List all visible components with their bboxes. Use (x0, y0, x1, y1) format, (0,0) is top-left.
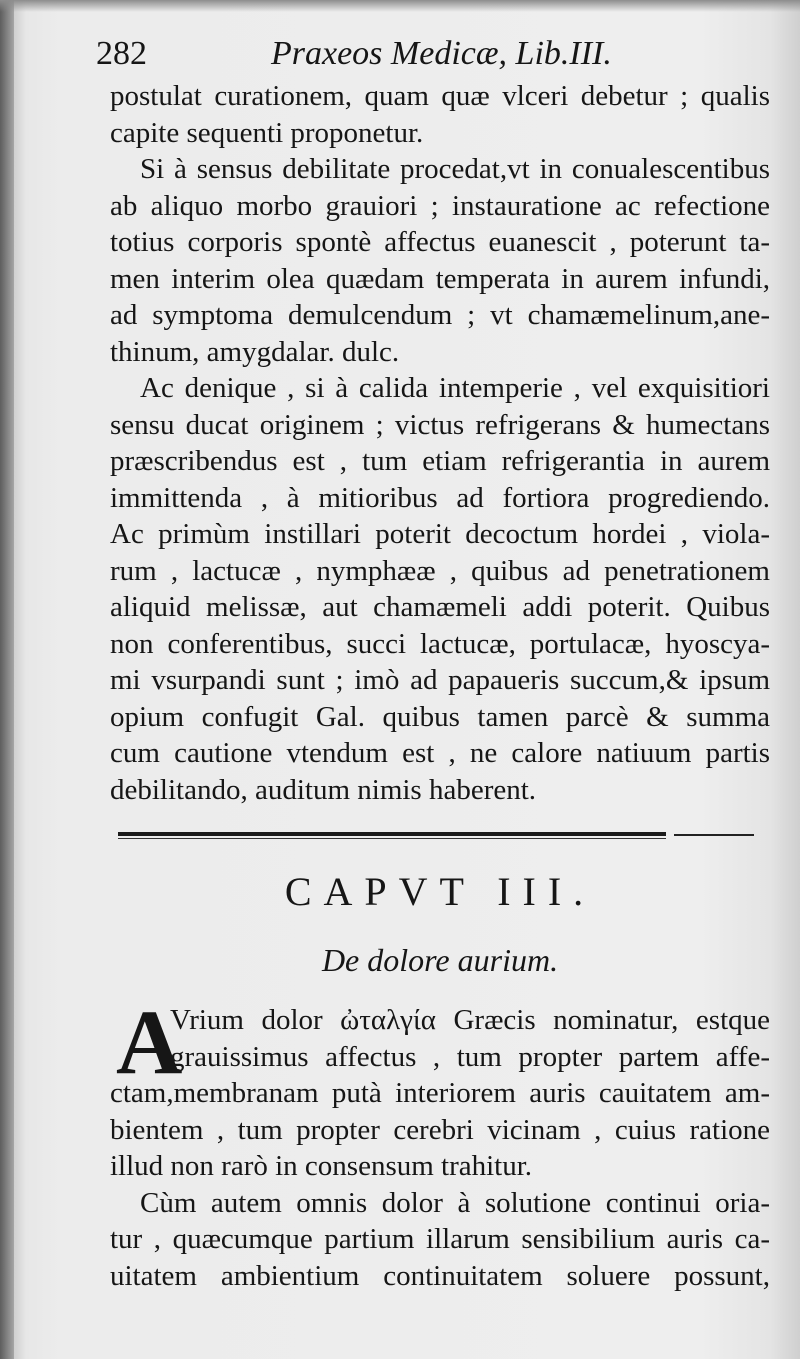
text-line: immittenda , à mitioribus ad fortiora progrediendo. (110, 481, 770, 514)
book-spine-shadow (0, 0, 14, 1359)
text-line: men interim olea quædam temperata in aurem infundi, (110, 262, 770, 295)
text-block-chapter-body (110, 991, 770, 1294)
text-line: illud non rarò in consensum trahitur. (110, 1150, 533, 1182)
text-line: thinum, amygdalar. dulc. (110, 335, 400, 368)
text-line: Cùm autem omnis dolor à solutione continui oria- (140, 1186, 770, 1219)
chapter-subtitle: De dolore aurium. (321, 942, 559, 978)
text-line: Ac denique , si à calida intemperie , vel exquisitiori (140, 372, 770, 404)
text-line: capite sequenti proponetur. (110, 116, 424, 149)
text-line: postulat curationem, quam quæ vlceri debetur ; qualis (110, 80, 770, 112)
drop-cap: A (116, 991, 183, 1093)
text-line: rum , lactucæ , nymphææ , quibus ad penetrationem (110, 554, 770, 587)
text-line: Vrium dolor ὠταλγία Græcis nominatur, estque (170, 1004, 770, 1036)
text-line: opium confugit Gal. quibus tamen parcè & summa (110, 700, 770, 733)
page-top-edge-shadow (0, 0, 800, 12)
text-line: debilitando, auditum nimis haberent. (110, 773, 537, 806)
chapter-heading: CAPVT III. (284, 869, 596, 914)
text-line: grauissimus affectus , tum propter partem affe- (170, 1040, 770, 1073)
text-block-previous-chapter (110, 78, 770, 808)
text-line: tur , quæcumque partium illarum sensibilium auris ca- (110, 1223, 770, 1255)
text-line: Si à sensus debilitate procedat,vt in conualescentibus (140, 153, 770, 185)
text-line: cum cautione vtendum est , ne calore natiuum partis (110, 737, 770, 769)
text-line: ad symptoma demulcendum ; vt chamæmelinum,ane- (110, 299, 770, 331)
text-line: præscribendus est , tum etiam refrigerantia in aurem (110, 445, 770, 477)
text-line: ab aliquo morbo grauiori ; instauratione ac refectione (110, 189, 770, 222)
text-line: non conferentibus, succi lactucæ, portulacæ, hyoscya- (110, 627, 770, 660)
text-line: sensu ducat originem ; victus refrigerans & humectans (110, 408, 770, 441)
page-number: 282 (96, 35, 147, 72)
running-head (96, 30, 776, 78)
text-line: totius corporis spontè affectus euanescit , poterunt ta- (110, 226, 770, 258)
text-line: ctam,membranam putà interiorem auris cauitatem am- (110, 1077, 770, 1109)
chapter-divider-rule (118, 832, 754, 840)
text-line: aliquid melissæ, aut chamæmeli addi poterit. Quibus (110, 591, 770, 623)
text-line: uitatem ambientium continuitatem soluere possunt, (110, 1259, 770, 1292)
running-title: Praxeos Medicæ, Lib.III. (271, 35, 612, 72)
text-line: bientem , tum propter cerebri vicinam , cuius ratione (110, 1113, 770, 1146)
text-line: mi vsurpandi sunt ; imò ad papaueris succum,& ipsum (110, 664, 770, 696)
text-line: Ac primùm instillari poterit decoctum hordei , viola- (110, 518, 770, 550)
